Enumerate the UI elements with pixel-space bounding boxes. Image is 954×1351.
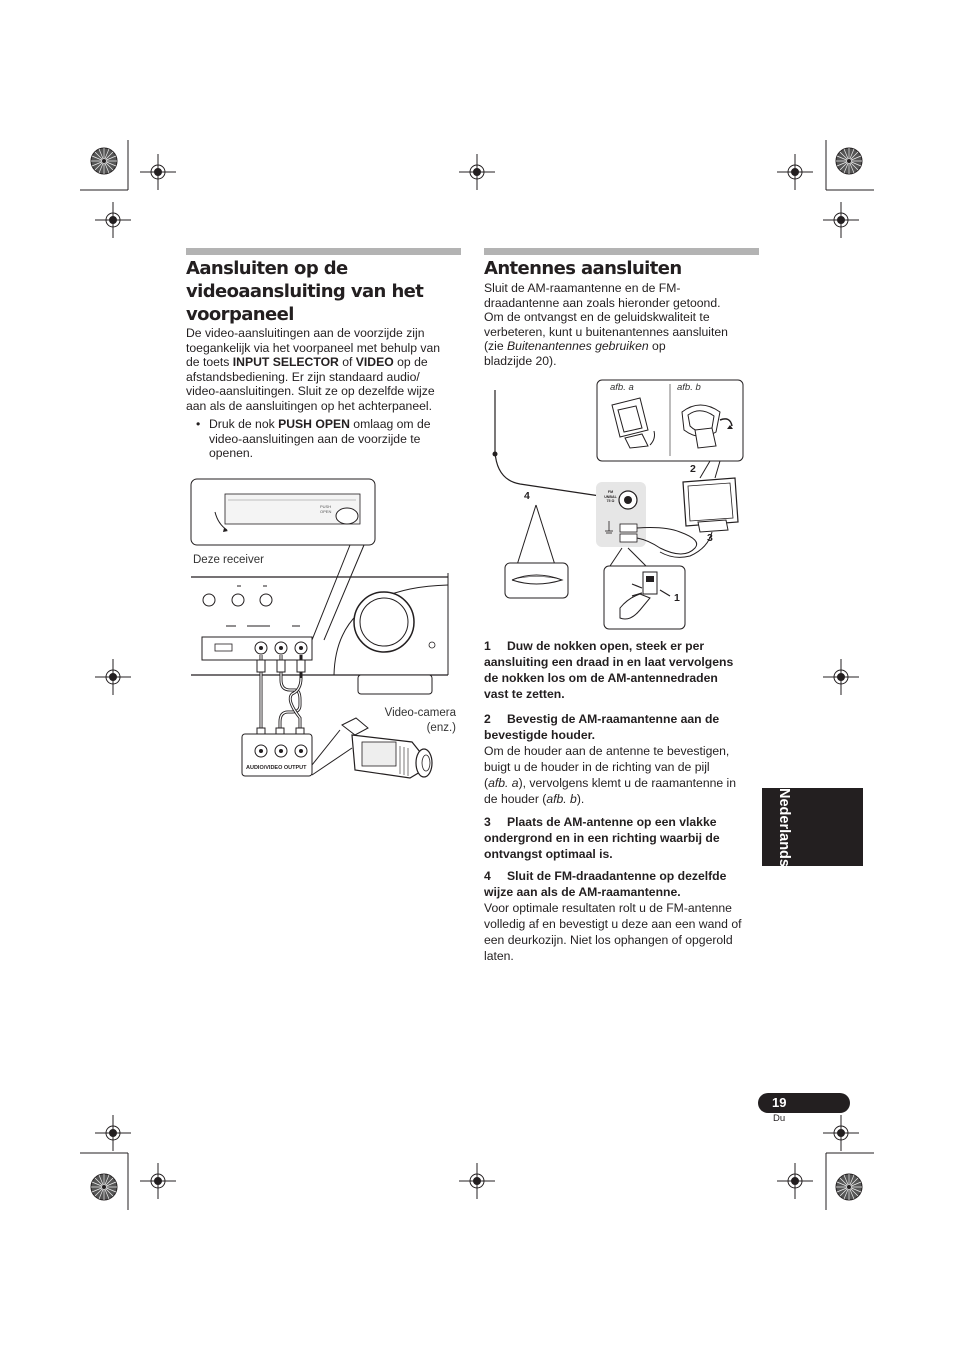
text-line: Om de ontvangst en de geluidskwaliteit te: [484, 310, 710, 325]
text-span: Bevestig de AM-raamantenne aan de: [507, 712, 720, 726]
text-line: video-aansluitingen. Sluit ze op dezelfde wijze: [186, 384, 435, 399]
step-number: 3: [484, 815, 491, 829]
text-span: (zie: [484, 339, 508, 354]
callout-4: 4: [524, 490, 530, 502]
text-line: aan als de aansluitingen op het achterpaneel.: [186, 398, 432, 413]
text-span: of: [338, 355, 356, 370]
text-line: buigt u de houder in de richting van de pijl: [484, 760, 710, 774]
afb-b-ref: afb. b: [546, 792, 577, 806]
text-span: de houder (: [484, 792, 547, 806]
text-span: ).: [576, 792, 585, 806]
page-language-code: Du: [773, 1113, 786, 1124]
av-output-label: AUDIO/VIDEO OUTPUT: [246, 765, 307, 771]
step-line: aansluiting een draad in en laat vervolgens: [484, 655, 734, 669]
callout-1: 1: [674, 592, 680, 604]
step-line: [484, 868, 764, 884]
step-line: wijze aan als de AM-raamantenne.: [484, 885, 681, 899]
text-span: Duw de nokken open, steek er per: [507, 639, 705, 653]
step-line: bevestigde houder.: [484, 728, 596, 742]
text-span: de toets: [186, 355, 233, 370]
text-line: video-aansluitingen aan de voorzijde te: [209, 431, 421, 446]
fm-terminal-label: FM UNBAL 75 Ω: [604, 490, 617, 503]
text-span: ), vervolgens klemt u de raamantenne in: [518, 776, 737, 790]
text-span: omlaag om de: [349, 417, 431, 431]
text-line: Sluit de AM-raamantenne en de FM-: [484, 281, 681, 295]
step-number: 1: [484, 639, 491, 653]
afb-a-label: afb. a: [610, 382, 634, 393]
input-selector-key: INPUT SELECTOR: [232, 355, 339, 370]
text-line: afstandsbediening. Er zijn standaard audio/: [186, 369, 420, 384]
text-line: verbeteren, kunt u buitenantennes aansluiten: [484, 324, 728, 339]
text-line: [484, 775, 764, 791]
text-span: Plaats de AM-antenne op een vlakke: [507, 815, 717, 829]
step-line: de nokken los om de AM-antennedraden: [484, 671, 718, 685]
language-tab-label: Nederlands: [776, 788, 792, 867]
text-span: Druk de nok: [209, 417, 279, 431]
step-1: [484, 638, 764, 702]
callout-2: 2: [690, 463, 696, 475]
video-key: VIDEO: [355, 355, 394, 370]
text-line: volledig af en bevestigt u deze aan een wand of: [484, 917, 742, 931]
title-line: videoaansluiting van het: [186, 281, 424, 302]
afb-a-ref: afb. a: [488, 776, 519, 790]
text-line: openen.: [209, 446, 254, 461]
section-title-antennas: Antennes aansluiten: [484, 258, 682, 279]
title-line: voorpaneel: [186, 304, 294, 325]
callout-3: 3: [707, 532, 713, 544]
bullet-dot: •: [196, 417, 201, 431]
text-span: op: [648, 339, 666, 354]
step-number: 2: [484, 712, 491, 726]
outdoor-antennas-ref: Buitenantennes gebruiken: [507, 339, 649, 354]
step-3: [484, 814, 764, 862]
camera-label-line: Video-camera: [384, 707, 456, 719]
step-line: ondergrond en in een richting waarbij de: [484, 831, 720, 845]
text-line: laten.: [484, 949, 514, 963]
step-number: 4: [484, 869, 491, 883]
push-open-label: PUSH OPEN: [278, 417, 350, 431]
step-line: ontvangst optimaal is.: [484, 847, 613, 861]
camera-label-line: (enz.): [426, 722, 456, 734]
step-4-note: [484, 900, 764, 964]
text-line: een deurkozijn. Niet los ophangen of opgerold: [484, 933, 733, 947]
text-line: [484, 791, 764, 807]
receiver-label: Deze receiver: [193, 554, 264, 566]
text-line: toegankelijk via het voorpaneel met behulp van: [186, 340, 441, 355]
afb-b-label: afb. b: [677, 382, 701, 393]
step-line: [484, 711, 764, 727]
text-line: Om de houder aan de antenne te bevestigen,: [484, 744, 730, 758]
step-line: [484, 814, 764, 830]
step-2-note: [484, 743, 764, 807]
language-tab: [762, 788, 863, 866]
step-line: vast te zetten.: [484, 687, 565, 701]
text-line: bladzijde 20).: [484, 353, 557, 368]
title-line: Aansluiten op de: [186, 258, 348, 279]
text-line: Voor optimale resultaten rolt u de FM-antenne: [484, 901, 732, 915]
step-2: [484, 711, 764, 743]
text-line: De video-aansluitingen aan de voorzijde zijn: [186, 326, 425, 340]
text-span: op de: [393, 355, 428, 370]
page-number: 19: [772, 1095, 787, 1110]
page-number-pill: [758, 1093, 850, 1113]
text-span: (: [484, 776, 489, 790]
step-4: [484, 868, 764, 900]
step-line: [484, 638, 764, 654]
push-open-text: PUSH OPEN: [320, 504, 332, 514]
text-line: draadantenne aan zoals hieronder getoond.: [484, 295, 721, 310]
text-span: Sluit de FM-draadantenne op dezelfde: [507, 869, 727, 883]
